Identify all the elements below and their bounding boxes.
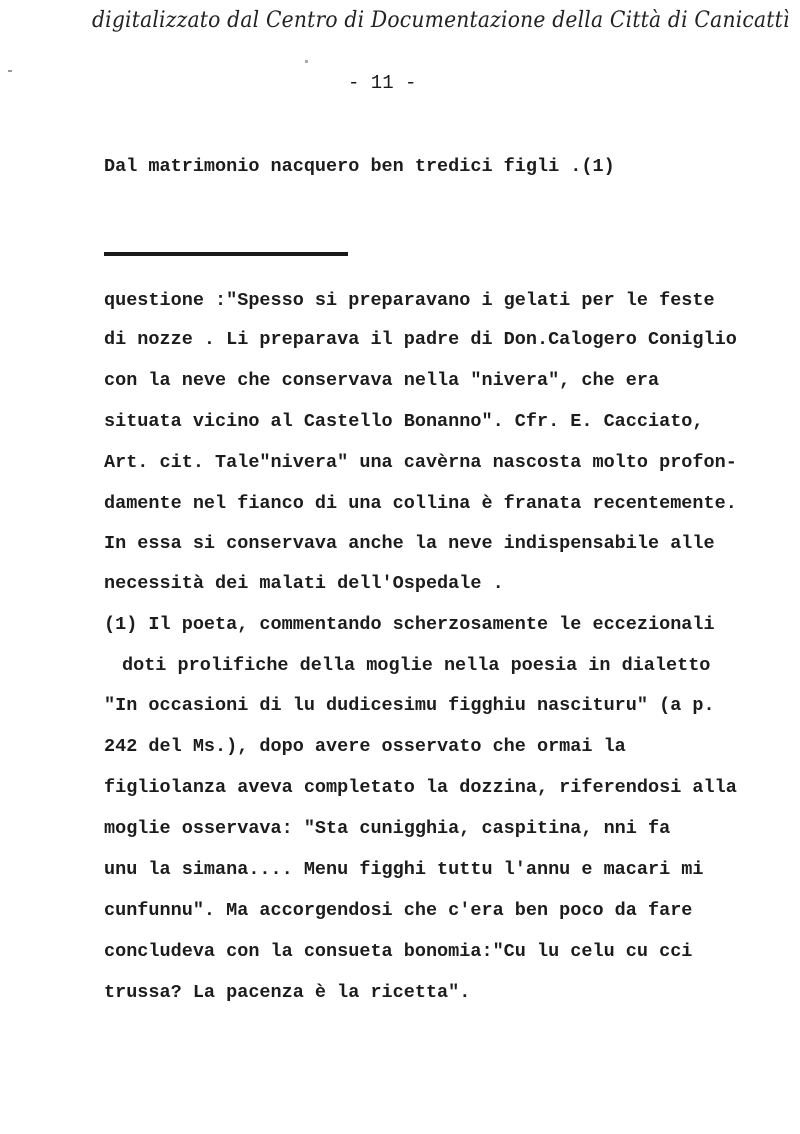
- footnote-line: damente nel fianco di una collina è franata recentemente.: [104, 493, 737, 514]
- body-text-line: Dal matrimonio nacquero ben tredici figli .(1): [104, 156, 615, 177]
- footnote-line: questione :"Spesso si preparavano i gelati per le feste: [104, 290, 715, 311]
- footnote-line: moglie osservava: "Sta cunigghia, caspitina, nni fa: [104, 818, 671, 839]
- footnote-line: 242 del Ms.), dopo avere osservato che ormai la: [104, 736, 626, 757]
- footnote-line: necessità dei malati dell'Ospedale .: [104, 573, 504, 594]
- footnote-line: situata vicino al Castello Bonanno". Cfr. E. Cacciato,: [104, 411, 704, 432]
- digitization-watermark: digitalizzato dal Centro di Documentazione della Città di Canicattì: [92, 8, 790, 33]
- scan-speck: [305, 60, 308, 63]
- page-number: - 11 -: [348, 72, 417, 94]
- footnote-divider: [104, 252, 348, 256]
- footnote-line: (1) Il poeta, commentando scherzosamente le eccezionali: [104, 614, 715, 635]
- footnote-line: doti prolifiche della moglie nella poesia in dialetto: [122, 655, 711, 676]
- footnote-line: "In occasioni di lu dudicesimu figghiu nascituru" (a p.: [104, 695, 715, 716]
- footnote-line: cunfunnu". Ma accorgendosi che c'era ben poco da fare: [104, 900, 693, 921]
- scan-mark: [8, 70, 12, 72]
- footnote-line: concludeva con la consueta bonomia:"Cu lu celu cu cci: [104, 941, 693, 962]
- footnote-line: unu la simana.... Menu figghi tuttu l'annu e macari mi: [104, 859, 704, 880]
- footnote-line: Art. cit. Tale"nivera" una cavèrna nascosta molto profon-: [104, 452, 737, 473]
- footnote-line: con la neve che conservava nella "nivera", che era: [104, 370, 660, 391]
- footnote-line: di nozze . Li preparava il padre di Don.Calogero Coniglio: [104, 329, 737, 350]
- footnote-line: figliolanza aveva completato la dozzina, riferendosi alla: [104, 777, 737, 798]
- footnote-line: In essa si conservava anche la neve indispensabile alle: [104, 533, 715, 554]
- footnote-line: trussa? La pacenza è la ricetta".: [104, 982, 471, 1003]
